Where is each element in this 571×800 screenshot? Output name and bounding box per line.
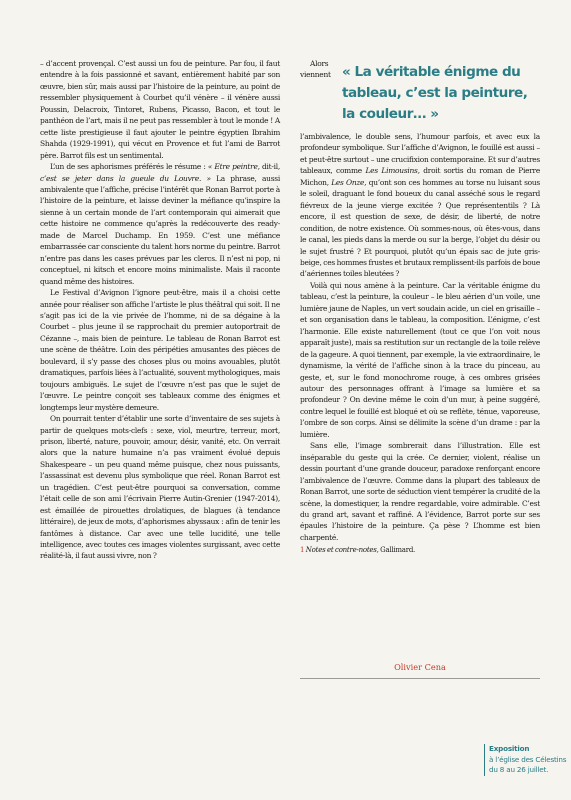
footnote-title: Notes et contre-notes, xyxy=(305,546,379,555)
exposition-box xyxy=(484,744,566,776)
exposition-title: Exposition xyxy=(489,744,530,753)
exposition-line-venue: à l’église des Célestins xyxy=(489,754,567,764)
article-column-right xyxy=(300,58,540,557)
paragraph xyxy=(300,280,540,440)
italic-text: « Etre peintre, xyxy=(207,162,262,172)
italic-text: c’est se jeter dans la gueule du Louvre. » xyxy=(40,173,211,183)
footnote xyxy=(300,545,540,556)
article-column-left xyxy=(40,58,280,562)
text-run: Alors viennent l’ambivalence, le double sens, l’humour parfois, et avec eux la profondeur symbolique. Sur l’affiche d’Avignon, le fouillé est aussi – et peut-être surtout – une crucifixion contemporaine. Et sur d’autres tableaux, comme xyxy=(300,59,540,176)
exposition-line-dates: du 8 au 26 juillet. xyxy=(489,765,549,775)
text-run: droit sortis du roman de Pierre Michon, xyxy=(300,166,540,187)
paragraph xyxy=(40,161,280,287)
right-column-body xyxy=(300,58,540,543)
text-run: L’un de ses aphorismes préférés le résume : xyxy=(50,162,208,172)
footnote-publisher: Gallimard. xyxy=(378,546,416,555)
text-run: On pourrait tenter d’établir une sorte d’inventaire de ses sujets à partir de quelques mots-clefs : sexe, viol, meurtre, terreur, mort, prison, liberté, nature, pouvoir, amour, désir, vanité, etc. On verrait alors que la nature humaine n’a pas vraiment évolué depuis Shakespeare – un peu quand même puisque, chez nous puissants, l’assassinat est devenu plus symbolique que réel. Ronan Barrot est un tragédien. C’est peut-être pourquoi sa conversation, comme l’était celle de son ami l’écrivain Pierre Autin-Grenier (1947-2014), est émaillée de pirouettes drolatiques, de blagues (à tendance littéraire), de jeux de mots, d’aphorismes abyssaux : afin de tenir les fantômes à distance. Car avec une telle lucidité, une telle intelligence, avec toutes ces images violentes surgissant, avec cette réalité-là, il faut aussi vivre, non ? xyxy=(40,414,280,561)
text-run: Le Festival d’Avignon l’ignore peut-être, mais il a choisi cette année pour réaliser son affiche l’artiste le plus théâtral qui soit. Il ne s’agit pas ici de la vie privée de l’homme, ni de sa dégaine à la Courbet – plus jeune il se rapprochait du premier autoportrait de Cézanne –, mais bien de peinture. Le tableau de Ronan Barrot est une scène de théâtre. Loin des péripéties amusantes des pièces de boulevard, il s’y passe des choses plus ou moins avouables, plutôt dramatiques, parfois liées à l’actualité, souvent mythologiques, mais toujours ambiguës. Le sujet de l’œuvre n’est pas que le sujet de l’œuvre. Le peintre conçoit ses tableaux comme des énigmes et longtemps leur mystère demeure. xyxy=(40,288,280,412)
paragraph xyxy=(40,413,280,562)
paragraph xyxy=(40,58,280,161)
text-run: – d’accent provençal. C’est aussi un fou de peinture. Par fou, il faut entendre à la fois passionné et savant, entièrement habité par son œuvre, bien sûr, mais aussi par l’histoire de la peinture, au point de ressembler physiquement à Courbet qu’il vénère – il vénère aussi Poussin, Delacroix, Tintoret, Rubens, Picasso, Bacon, et tout le panthéon de l’art, mais il ne peut pas ressembler à tout le monde ! A cette liste prestigieuse il faut ajouter le peintre égyptien Ibrahim Shahda (1929-1991), qui vécut en Provence et fut l’ami de Barrot père. Barrot fils est un sentimental. xyxy=(40,59,280,160)
text-run: dit-il, xyxy=(261,162,280,172)
italic-text: Les Limousins, xyxy=(365,166,420,176)
signature-divider xyxy=(300,678,540,679)
text-run: La phrase, aussi ambivalente que l’affiche, précise l’intérêt que Ronan Barrot porte à l’histoire de la peinture, et laisse deviner la méfiance qu’inspire la sienne à un certain monde de l’art contemporain qui aimerait que cette histoire ne commence qu’après la redécouverte des ready-made de Marcel Duchamp. En 1959. C’est une méfiance embarrassée car consciente du talent hors norme du peintre. Barrot n’entre pas dans les cases prévues par les clercs. Il n’est ni pop, ni conceptuel, ni kitsch et encore moins minimaliste. Mais il raconte quand même des histoires. xyxy=(40,173,280,286)
italic-text: Les Onze, xyxy=(331,177,367,187)
pull-quote: « La véritable énigme du tableau, c’est la peinture, la couleur… » xyxy=(342,64,528,122)
text-run: Voilà qui nous amène à la peinture. Car la véritable énigme du tableau, c’est la peinture, la couleur – le bleu aérien d’un voile, une lumière jaune de Naples, un vert soudain acide, un ciel en grisaille – et son organisation dans le tableau, la composition. L’énigme, c’est l’harmonie. Elle existe naturellement (tout ce que l’on voit nous apparaît juste), mais sa restitution sur un rectangle de la toile relève de la gageure. A quoi tiennent, par exemple, la vie extraordinaire, le dynamisme, la vérité de l’affiche sinon à la trace du pinceau, au geste, et, sur le fond monochrome rouge, à ces ombres grisées autour des personnages offrant à l’image sa lumière et sa profondeur ? On devine même le coin d’un mur, à peine suggéré, contre lequel le fouillé est bloqué et où se reflète, ténue, vaporeuse, l’ombre de son corps. Ainsi se délimite la scène d’un drame : par la lumière. xyxy=(300,280,540,439)
text-run: qu’ont son ces hommes au torse nu luisant sous le soleil, draguant le fond boueux du canal asséché sous le regard fiévreux de la jeune vierge excitée ? Que représententils ? Là encore, il est question de sexe, de désir, de liberté, de notre condition, de notre existence. Où sommes-nous, où êtes-vous, dans le canal, les pieds dans la merde ou sur la berge, l’objet du désir ou le sujet frustré ? Et pourquoi, plutôt qu’un épais sac de jute gris-beige, ces hommes frustes et brutaux remplissent-ils parfois de boue d’aériennes toiles bleutées ? xyxy=(300,177,540,279)
paragraph xyxy=(40,287,280,413)
paragraph xyxy=(300,440,540,543)
footnote-mark: 1 xyxy=(300,546,305,555)
text-run: Sans elle, l’image sombrerait dans l’illustration. Elle est inséparable du geste qui la crée. Ce dernier, violent, réalise un dessin pourtant d’une grande douceur, paradoxe renforçant encore l’ambivalence de l’œuvre. Comme dans la plupart des tableaux de Ronan Barrot, une sorte de séduction vient tempérer la crudité de la scène, la domestiquer, la rendre regardable, voire admirable. C’est du grand art, savant et raffiné. A l’évidence, Barrot porte sur ses épaules l’histoire de la peinture. Ça pèse ? L’homme est bien charpenté. xyxy=(300,441,540,542)
author-signature: Olivier Cena xyxy=(394,662,446,672)
